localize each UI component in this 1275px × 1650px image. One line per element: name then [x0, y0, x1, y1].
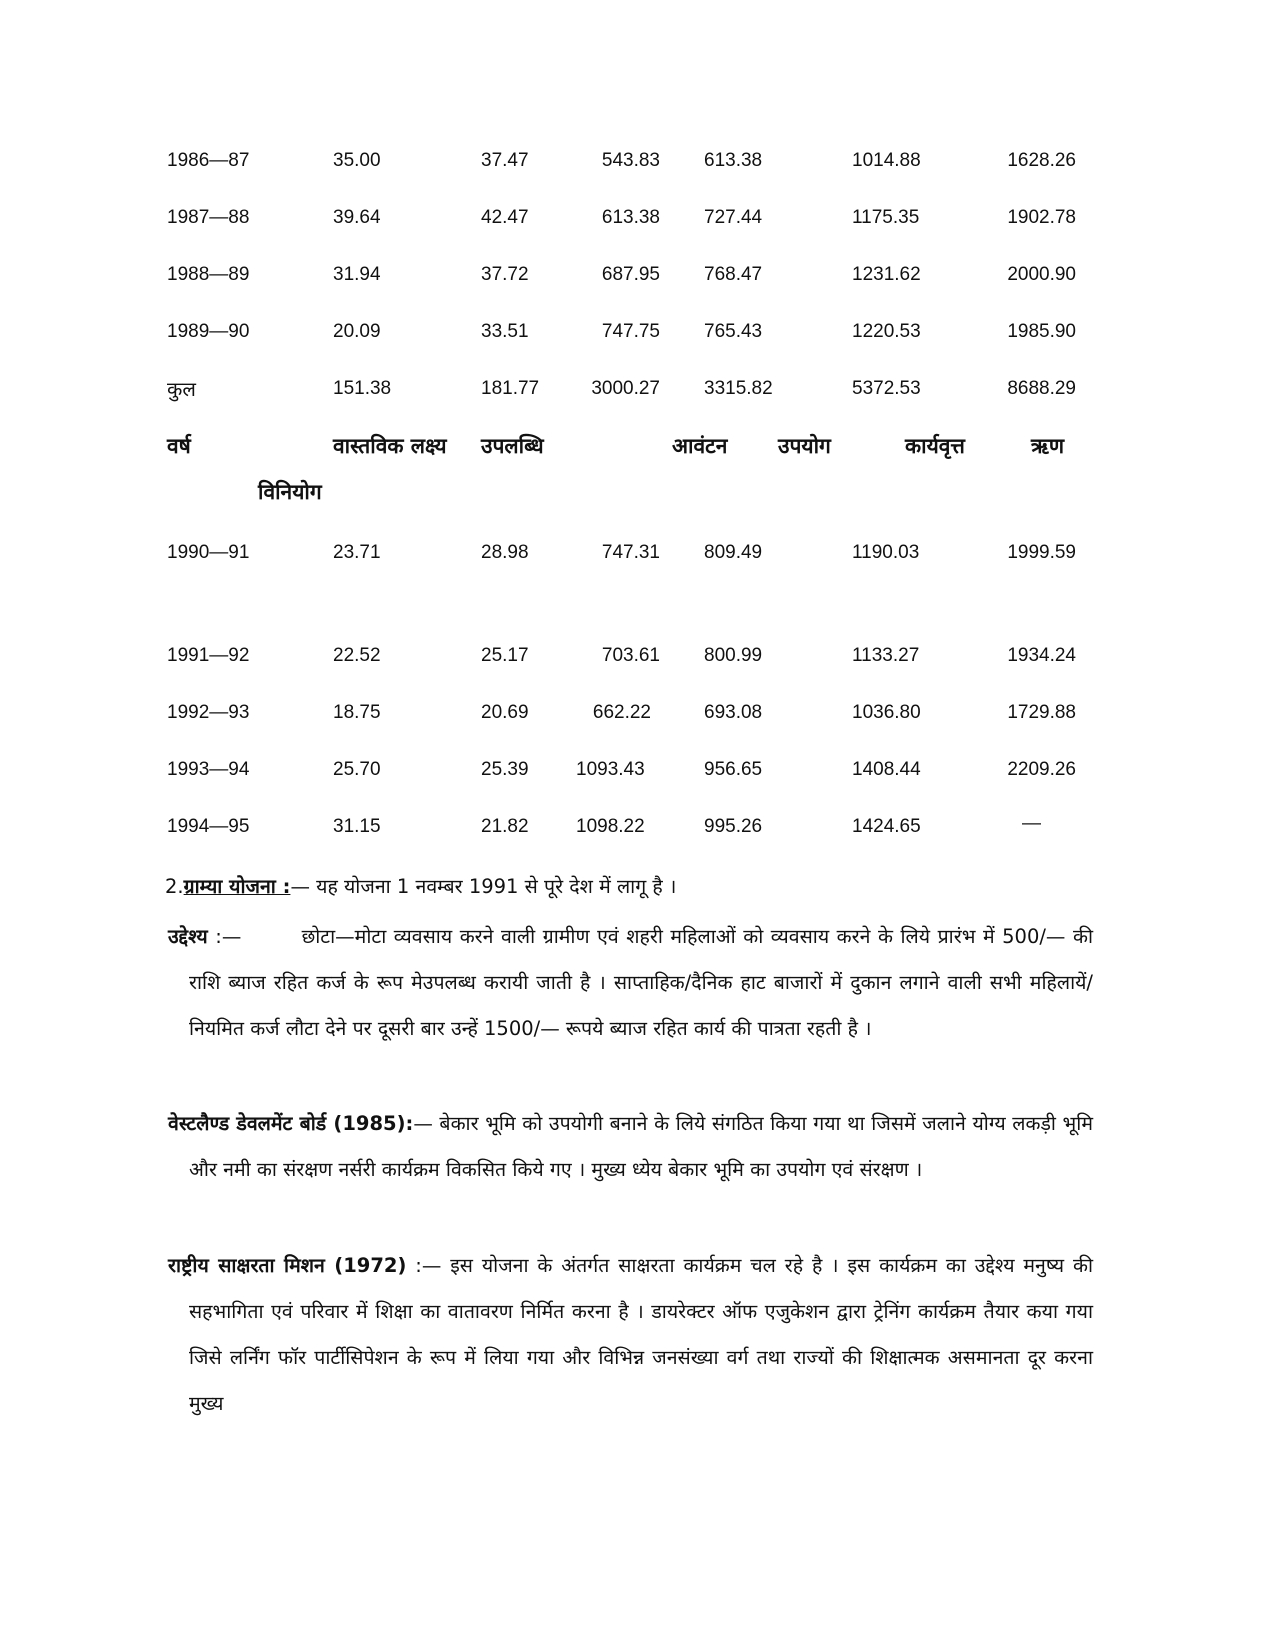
section-number: 2. — [165, 875, 184, 898]
table-cell: 662.22 — [592, 702, 651, 723]
table-cell: 1133.27 — [852, 645, 920, 666]
header-investment: विनियोग — [258, 480, 322, 504]
header-target: वास्तविक लक्ष्य — [333, 434, 447, 458]
table-cell: 1987—88 — [167, 207, 250, 228]
table-cell: 1988—89 — [167, 264, 250, 285]
section-title: ग्राम्या योजना : — [183, 875, 291, 898]
table-cell: 1934.24 — [1007, 645, 1076, 666]
table-cell: 1991—92 — [167, 645, 250, 666]
table-cell: 1993—94 — [167, 759, 250, 780]
table-cell: 1990—91 — [167, 542, 250, 563]
table-cell: 31.94 — [333, 264, 381, 285]
table-cell: 1628.26 — [1007, 150, 1076, 171]
section-text: :— इस योजना के अंतर्गत साक्षरता कार्यक्रम चल रहे है । इस कार्यक्रम का उद्देश्य मनुष्य की सहभागिता एवं परिवार में शिक्षा का वातावरण निर्मित करना है । डायरेक्टर ऑफ एजुकेशन द्वारा ट्रेनिंग कार्यक्रम तैयार कया गया जिसे लर्निंग फॉर पार्टीसिपेशन के रूप में लिया गया और विभिन्न जनसंख्या वर्ग तथा राज्यों की शिक्षात्मक असमानता दूर करना मुख्य — [189, 1254, 1094, 1415]
table-cell: 23.71 — [333, 542, 381, 563]
table-cell: 2000.90 — [1007, 264, 1076, 285]
table-cell: 31.15 — [333, 816, 381, 837]
table-cell: 995.26 — [704, 816, 763, 837]
section-objective — [168, 914, 1100, 1052]
table-cell: 1989—90 — [167, 321, 250, 342]
table-cell: 1999.59 — [1007, 542, 1076, 563]
table-cell: 1014.88 — [852, 150, 921, 171]
table-cell: 1231.62 — [852, 264, 921, 285]
section-literacy — [168, 1243, 1093, 1427]
header-year: वर्ष — [167, 434, 191, 458]
table-cell: 543.83 — [601, 150, 660, 171]
table-cell: 39.64 — [333, 207, 381, 228]
section-gramya — [165, 864, 1090, 910]
table-cell: 42.47 — [481, 207, 529, 228]
table-cell: 35.00 — [333, 150, 381, 171]
table-cell: 1175.35 — [852, 207, 920, 228]
table-cell: 8688.29 — [1007, 378, 1076, 399]
table-cell: 1985.90 — [1007, 321, 1076, 342]
section-title: उद्देश्य — [168, 925, 208, 948]
table-cell: 3315.82 — [704, 378, 773, 399]
table-cell: 956.65 — [704, 759, 763, 780]
table-cell: 28.98 — [481, 542, 529, 563]
table-cell: 25.70 — [333, 759, 381, 780]
table-cell: 747.75 — [601, 321, 660, 342]
table-cell: 768.47 — [704, 264, 763, 285]
section-title: राष्ट्रीय साक्षरता मिशन (1972) — [168, 1254, 407, 1277]
table-cell: 1098.22 — [576, 816, 645, 837]
table-cell: 1902.78 — [1007, 207, 1076, 228]
table-cell: 5372.53 — [852, 378, 921, 399]
table-cell: 25.17 — [481, 645, 529, 666]
section-text: :— छोटा—मोटा व्यवसाय करने वाली ग्रामीण एवं शहरी महिलाओं को व्यवसाय करने के लिये प्रारंभ में 500/— की राशि ब्याज रहित कर्ज के रूप मेउपलब्ध करायी जाती है । साप्ताहिक/दैनिक हाट बाजारों में दुकान लगाने वाली सभी महिलायें/नियमित कर्ज लौटा देने पर दूसरी बार उन्हें 1500/— रूपये ब्याज रहित कार्य की पात्रता रहती है । — [189, 925, 1100, 1040]
table-cell: 22.52 — [333, 645, 381, 666]
table-cell: 727.44 — [704, 207, 763, 228]
table-cell: 1036.80 — [852, 702, 921, 723]
table-cell: 1994—95 — [167, 816, 250, 837]
header-utilization: उपयोग — [778, 434, 831, 458]
table-cell: 2209.26 — [1007, 759, 1076, 780]
table-cell: 765.43 — [704, 321, 763, 342]
table-cell: 1220.53 — [852, 321, 921, 342]
table-cell: 1190.03 — [852, 542, 920, 563]
table-cell: 693.08 — [704, 702, 763, 723]
table-cell: 1992—93 — [167, 702, 250, 723]
table-cell: 613.38 — [601, 207, 660, 228]
table-cell: 3000.27 — [591, 378, 660, 399]
section-text: — बेकार भूमि को उपयोगी बनाने के लिये संगठित किया गया था जिसमें जलाने योग्य लकड़ी भूमि और नमी का संरक्षण नर्सरी कार्यक्रम विकसित किये गए । मुख्य ध्येय बेकार भूमि का उपयोग एवं संरक्षण । — [189, 1112, 1093, 1181]
table-cell: 18.75 — [333, 702, 381, 723]
table-cell: 747.31 — [601, 542, 660, 563]
header-workcycle: कार्यवृत्त — [905, 434, 965, 458]
table-cell: — — [1022, 813, 1041, 834]
table-cell: 20.09 — [333, 321, 381, 342]
table-cell: 800.99 — [704, 645, 763, 666]
table-cell: 181.77 — [481, 378, 540, 399]
section-wasteland — [168, 1101, 1093, 1193]
table-cell: 1729.88 — [1007, 702, 1076, 723]
table-cell: 37.47 — [481, 150, 529, 171]
table-cell: 687.95 — [601, 264, 660, 285]
section-title: वेस्टलैण्ड डेवलमेंट बोर्ड (1985): — [168, 1112, 414, 1135]
table-cell-total-label: कुल — [167, 377, 196, 401]
table-cell: 703.61 — [601, 645, 660, 666]
section-text: — यह योजना 1 नवम्बर 1991 से पूरे देश में लागू है । — [290, 875, 677, 898]
table-cell: 37.72 — [481, 264, 529, 285]
table-cell: 809.49 — [704, 542, 763, 563]
table-cell: 613.38 — [704, 150, 763, 171]
table-cell: 20.69 — [481, 702, 529, 723]
table-cell: 25.39 — [481, 759, 529, 780]
header-allocation: आवंटन — [672, 434, 728, 458]
header-loan: ऋण — [1031, 434, 1065, 458]
table-cell: 21.82 — [481, 816, 529, 837]
table-cell: 1424.65 — [852, 816, 921, 837]
table-cell: 151.38 — [333, 378, 392, 399]
table-cell: 1093.43 — [576, 759, 645, 780]
table-cell: 1408.44 — [852, 759, 921, 780]
header-achievement: उपलब्धि — [481, 434, 544, 458]
table-cell: 1986—87 — [167, 150, 250, 171]
table-cell: 33.51 — [481, 321, 529, 342]
